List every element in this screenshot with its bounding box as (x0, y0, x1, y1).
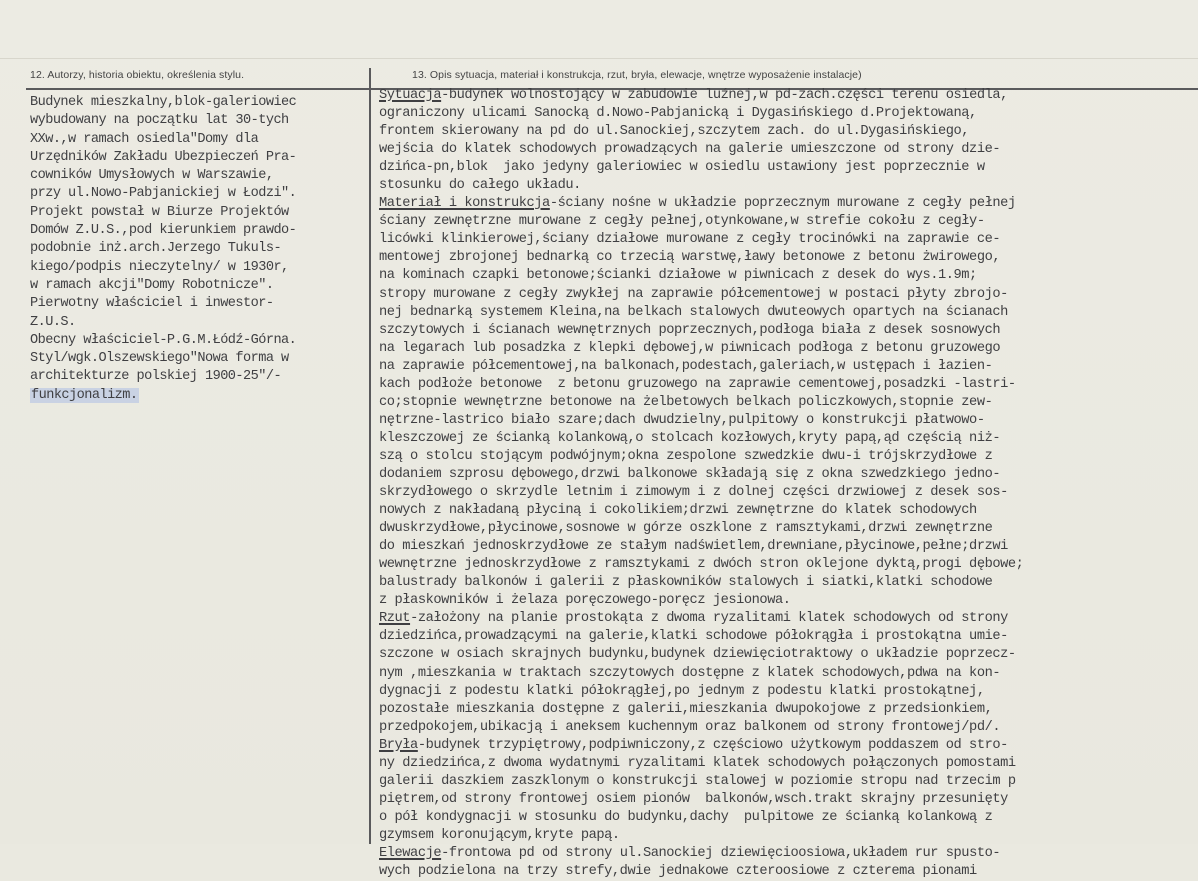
section-text: ny dziedzińca,z dwoma wydatnymi ryzalitami klatek schodowych połączonych pomostami (379, 755, 1016, 771)
section-text: -budynek wolnostojący w zabudowie luźnej,w pd-zach.części terenu osiedla, (441, 88, 1008, 103)
section-first-line (379, 610, 1195, 628)
section-text: galerii daszkiem zaszklonym o konstrukcji stalowej w poziomie stropu nad trzecim p (379, 773, 1016, 789)
section-text: stropy murowane z cegły zwykłej na zaprawie półcementowej w postaci płyty zbrojo- (379, 286, 1008, 302)
section-text-line (379, 123, 1195, 141)
section-text: piętrem,od strony frontowej osiem pionów balkonów,wsch.trakt skrajny przesunięty (379, 791, 1008, 807)
section-text: ściany zewnętrzne murowane z cegły pełnej,otynkowane,w strefie cokołu z cegły- (379, 214, 985, 230)
section-text: nowych z nakładaną płyciną i cokolikiem;drzwi zewnętrzne do klatek schodowych (379, 503, 977, 519)
section-text: nętrzne-lastrico biało szare;dach dwudzielny,pulpitowy o konstrukcji płatwowo- (379, 412, 985, 428)
section-text-line (379, 683, 1195, 701)
section-text-line (379, 177, 1195, 195)
section-text-line (379, 376, 1195, 394)
section-text-line (379, 340, 1195, 358)
section-text-line (379, 141, 1195, 159)
section-text-line (379, 773, 1195, 791)
authors-history-text (30, 94, 370, 405)
section-text: pozostałe mieszkania dostępne z galerii,mieszkania dwupokojowe z przedsionkiem, (379, 701, 993, 717)
section-text: -frontowa pd od strony ul.Sanockiej dziewięcioosiowa,układem rur spusto- (441, 845, 1001, 861)
section-text: z płaskowników i żelaza poręczowego-poręcz jesionowa. (379, 593, 791, 609)
section-text: o pół kondygnacji w stosunku do budynku,dachy pulpitowe ze ścianką kolankową z (379, 809, 993, 825)
section-text: stosunku do całego układu. (379, 178, 581, 194)
section-text-line (379, 827, 1195, 845)
left-text-line: Domów Z.U.S.,pod kierunkiem prawdo- (30, 223, 297, 239)
left-text-line: w ramach akcji"Domy Robotnicze". (30, 277, 274, 293)
section-text-line (379, 520, 1195, 538)
section-text-line (379, 322, 1195, 340)
section-text: co;stopnie wewnętrzne betonowe na żelbetowych belkach policzkowych,stopnie zew- (379, 394, 993, 410)
section-text-line (379, 502, 1195, 520)
section-text: wych podzielona na trzy strefy,dwie jednakowe czteroosiowe z czterema pionami (379, 864, 977, 880)
left-text-line: Budynek mieszkalny,blok-galeriowiec (30, 95, 297, 110)
left-text-line: XXw.,w ramach osiedla"Domy dla (30, 131, 259, 147)
section-text-line (379, 267, 1195, 285)
section-text-line (379, 646, 1195, 664)
section-first-line (379, 845, 1195, 863)
left-text-line: podobnie inż.arch.Jerzego Tukuls- (30, 241, 282, 257)
section-first-line (379, 737, 1195, 755)
section-heading: Rzut (379, 611, 411, 627)
section-text-line (379, 286, 1195, 304)
paper-fold (0, 58, 1198, 59)
section-text-line (379, 412, 1195, 430)
section-text: dzińca-pn,blok jako jedyny galeriowiec w osiedlu ustawiony jest poprzecznie w (379, 160, 985, 176)
section-text: wejścia do klatek schodowych prowadzących na galerie umieszczone od strony dzie- (379, 142, 1001, 158)
section-text: szą o stolcu stojącym podwójnym;okna zespolone szwedzkie dwu-i trójskrzydłowe z (379, 448, 993, 464)
section-text-line (379, 791, 1195, 809)
section-text: nej bednarką systemem Kleina,na belkach stalowych dwuteowych opartych na ścianach (379, 304, 1008, 320)
section-text: ograniczony ulicami Sanocką d.Nowo-Pabjanicką i Dygasińskiego d.Projektowaną, (379, 106, 977, 122)
section-text-line (379, 484, 1195, 502)
section-heading: Materiał i konstrukcja (379, 196, 550, 212)
section-heading: Elewacje (379, 845, 442, 861)
section-text-line (379, 394, 1195, 412)
section-text: balustrady balkonów i galerii z płaskowników stalowych i siatki,klatki schodowe (379, 575, 993, 591)
section-text: frontem skierowany na pd do ul.Sanockiej,szczytem zach. do ul.Dygasińskiego, (379, 124, 970, 140)
section-heading: Sytuacja (379, 88, 442, 103)
section-text-line (379, 430, 1195, 448)
section-text-line (379, 358, 1195, 376)
left-text-line: Obecny właściciel-P.G.M.Łódź-Górna. (30, 332, 297, 348)
section-text: -budynek trzypiętrowy,podpiwniczony,z częściowo użytkowym poddaszem od stro- (417, 737, 1008, 753)
section-text-line (379, 574, 1195, 592)
left-text-line: cowników Umysłowych w Warszawie, (30, 168, 274, 184)
section-text: kleszczowej ze ścianką kolankową,o stolcach kozłowych,kryty papą,ąd częścią niż- (379, 430, 1001, 446)
style-highlight: funkcjonalizm. (31, 387, 138, 403)
left-text-line: wybudowany na początku lat 30-tych (30, 113, 289, 129)
left-text-line (30, 387, 370, 405)
left-text-line: Styl/wgk.Olszewskiego"Nowa forma w (30, 351, 289, 367)
left-text-line: architekturze polskiej 1900-25"/- (30, 369, 282, 385)
section-text-line (379, 628, 1195, 646)
section-text: dygnacji z podestu klatki półokrągłej,po jednym z podestu klatki prostokątnej, (379, 683, 985, 699)
left-text-line: kiego/podpis nieczytelny/ w 1930r, (30, 259, 289, 275)
section-text-line (379, 159, 1195, 177)
section-text: -ściany nośne w układzie poprzecznym murowane z cegły pełnej (549, 196, 1016, 212)
section-text: na kominach czapki betonowe;ścianki działowe w piwnicach z desek do wys.1.9m; (379, 268, 977, 284)
section-text: skrzydłowego o skrzydle letnim i zimowym i z dolnej części drzwiowej z desek sos- (379, 485, 1008, 501)
left-text-line: Urzędników Zakładu Ubezpieczeń Pra- (30, 149, 297, 165)
section-text: dziedzińca,prowadzącymi na galerie,klatki schodowe półokrągła i prostokątna umie- (379, 629, 1008, 645)
section-text: licówki klinkierowej,ściany działowe murowane z cegły trocinówki na zaprawie ce- (379, 232, 1001, 248)
left-text-line: Z.U.S. (30, 314, 76, 330)
section-text-line (379, 448, 1195, 466)
section-text: szczone w osiach skrajnych budynku,budynek dziewięciotraktowy o układzie poprzecz- (379, 647, 1016, 663)
section-text-line (379, 538, 1195, 556)
section-text: na legarach lub posadzka z klepki dębowej,w piwnicach podłoga z betonu gruzowego (379, 340, 1001, 356)
section-text: nym ,mieszkania w traktach szczytowych dostępne z klatek schodowych,pdwa na kon- (379, 665, 1001, 681)
section-text: dwuskrzydłowe,płycinowe,sosnowe w górze oszklone z ramsztykami,drzwi zewnętrzne (379, 521, 993, 537)
section-text: mentowej zbrojonej bednarką co trzecią warstwę,ławy betonowe z betonu żwirowego, (379, 250, 1001, 266)
section-text: -założony na planie prostokąta z dwoma ryzalitami klatek schodowych od strony (410, 611, 1008, 627)
section-text: wewnętrzne jednoskrzydłowe z ramsztykami z dwóch stron oklejone dyktą,progi dębowe; (379, 557, 1024, 573)
left-text-line: Pierwotny właściciel i inwestor- (30, 296, 274, 312)
section-text-line (379, 719, 1195, 737)
section-text: na zaprawie półcementowej,na balkonach,podestach,galeriach,w ustępach i łazien- (379, 358, 993, 374)
section-text: do mieszkań jednoskrzydłowe ze stałym nadświetlem,drewniane,płycinowe,pełne;drzwi (379, 539, 1008, 555)
section-text: dodaniem szprosu dębowego,drzwi balkonowe składają się z okna szwedzkiego jedno- (379, 466, 1001, 482)
section-13-header: 13. Opis sytuacja, materiał i konstrukcja, rzut, bryła, elewacje, wnętrze wyposażenie instalacje) (412, 69, 862, 81)
section-text: kach podłoże betonowe z betonu gruzowego na zaprawie cementowej,posadzki -lastri- (379, 376, 1016, 392)
section-text-line (379, 809, 1195, 827)
description-text (379, 87, 1195, 881)
section-12-header: 12. Autorzy, historia obiektu, określenia stylu. (30, 69, 245, 81)
section-text: gzymsem koronującym,kryte papą. (379, 827, 620, 843)
section-text-line (379, 105, 1195, 123)
section-text-line (379, 556, 1195, 574)
section-text: szczytowych i ścianach wewnętrznych poprzecznych,podłoga biała z desek sosnowych (379, 322, 1001, 338)
section-heading: Bryła (379, 737, 418, 753)
section-text-line (379, 701, 1195, 719)
section-text-line (379, 231, 1195, 249)
section-first-line (379, 195, 1195, 213)
left-text-line: przy ul.Nowo-Pabjanickiej w Łodzi". (30, 186, 297, 202)
section-first-line (379, 87, 1195, 105)
section-text-line (379, 592, 1195, 610)
left-text-line: Projekt powstał w Biurze Projektów (30, 204, 289, 220)
section-text-line (379, 249, 1195, 267)
section-text-line (379, 665, 1195, 683)
section-text-line (379, 304, 1195, 322)
section-text-line (379, 466, 1195, 484)
section-text-line (379, 863, 1195, 881)
section-text-line (379, 213, 1195, 231)
section-text-line (379, 755, 1195, 773)
section-text: przedpokojem,ubikacją i aneksem kuchennym oraz balkonem od strony frontowej/pd/. (379, 719, 1001, 735)
